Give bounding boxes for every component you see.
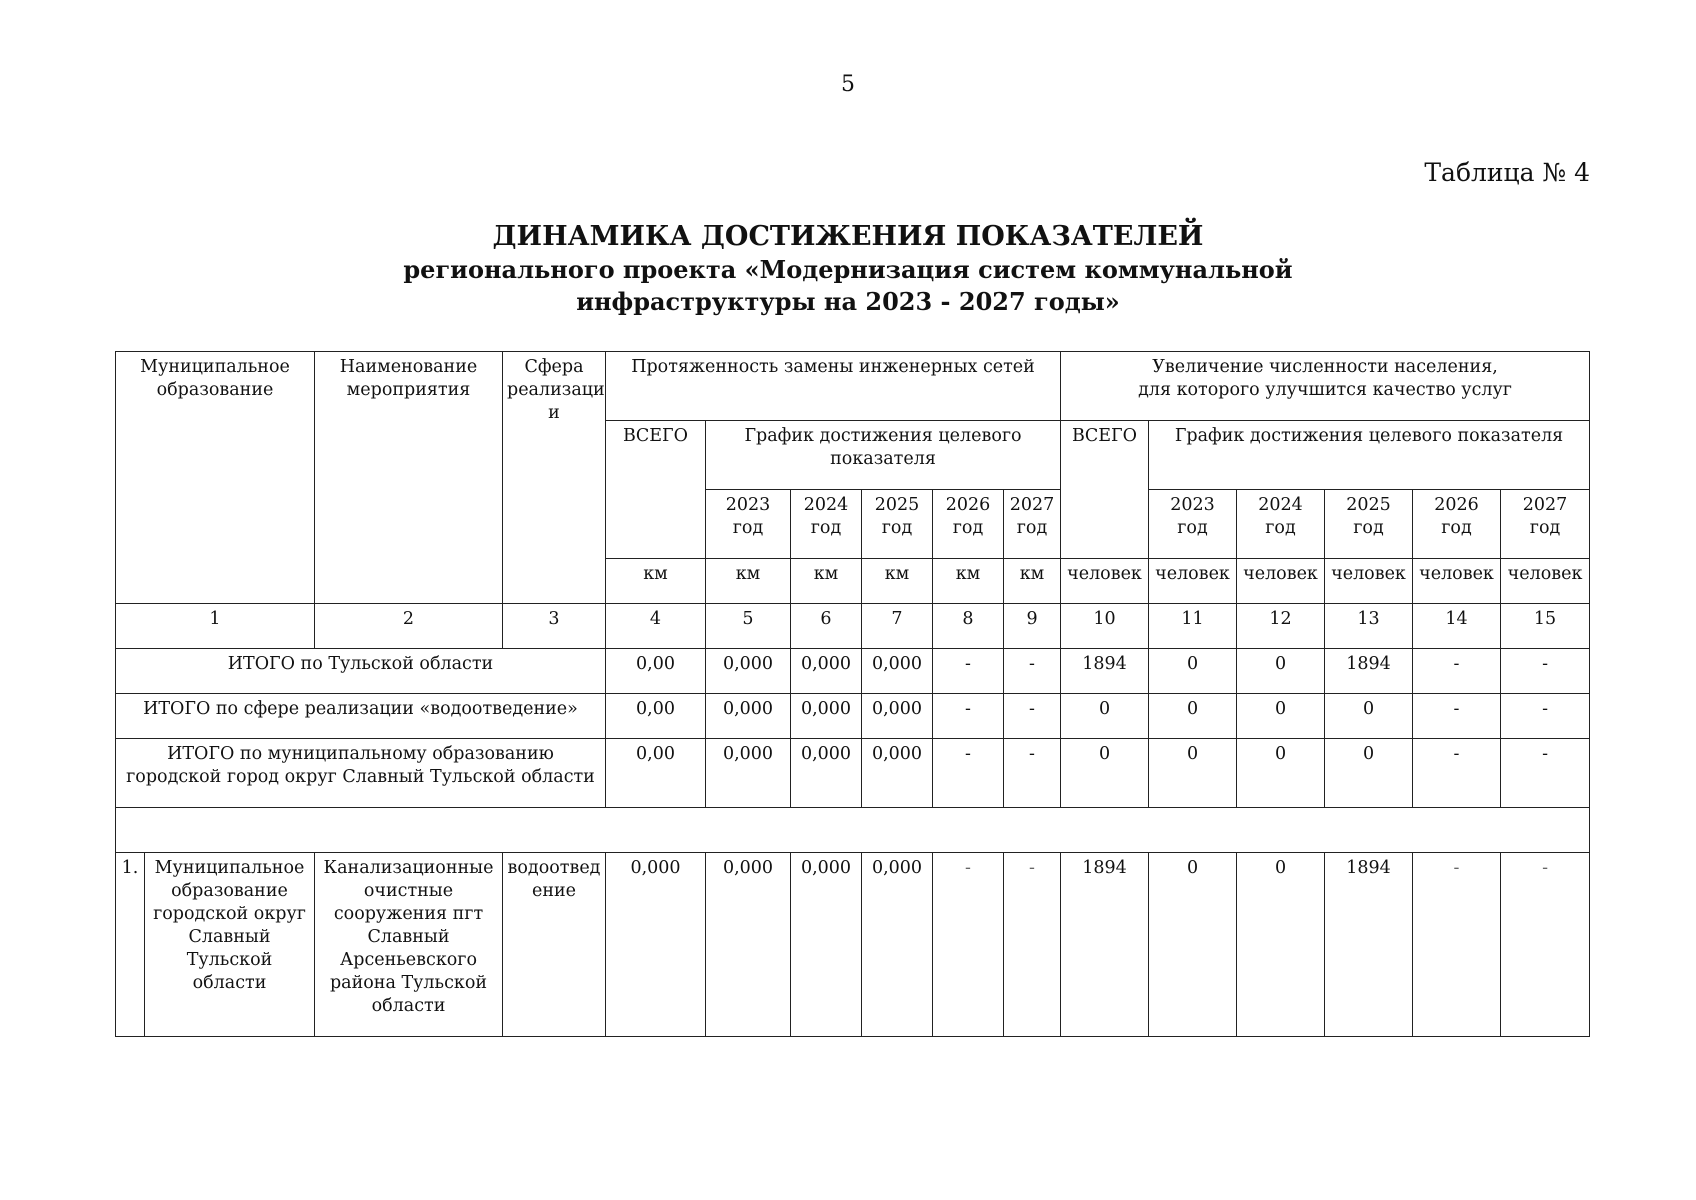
total-value: - <box>933 649 1004 694</box>
total-value: - <box>1004 739 1061 808</box>
total-value: - <box>1501 694 1590 739</box>
row-value: - <box>1004 853 1061 1037</box>
document-title <box>0 220 1696 318</box>
column-number: 6 <box>791 604 862 649</box>
header-length-group: Протяженность замены инженерных сетей <box>606 352 1061 421</box>
total-label: ИТОГО по Тульской области <box>116 649 606 694</box>
column-number: 5 <box>706 604 791 649</box>
total-value: 0 <box>1325 694 1413 739</box>
total-value: 0 <box>1325 739 1413 808</box>
total-value: 0 <box>1149 649 1237 694</box>
total-value: 1894 <box>1061 649 1149 694</box>
row-value: 0,000 <box>791 853 862 1037</box>
header-municipal: Муниципальное образование <box>116 352 315 604</box>
total-value: - <box>1413 739 1501 808</box>
header-length-year: 2026 год <box>933 490 1004 559</box>
total-value: - <box>933 739 1004 808</box>
column-number: 8 <box>933 604 1004 649</box>
total-value: 0,000 <box>862 694 933 739</box>
header-length-schedule: График достижения целевого показателя <box>706 421 1061 490</box>
column-number: 4 <box>606 604 706 649</box>
total-label: ИТОГО по сфере реализации «водоотведение» <box>116 694 606 739</box>
column-number: 13 <box>1325 604 1413 649</box>
column-number: 14 <box>1413 604 1501 649</box>
column-number: 3 <box>503 604 606 649</box>
header-length-year: 2027 год <box>1004 490 1061 559</box>
row-value: 1894 <box>1061 853 1149 1037</box>
total-value: 0 <box>1237 694 1325 739</box>
total-value: 0,000 <box>791 694 862 739</box>
header-population-year: 2025 год <box>1325 490 1413 559</box>
unit-cell: км <box>706 559 791 604</box>
row-event: Канализационные очистные сооружения пгт Славный Арсеньевского района Тульской области <box>315 853 503 1037</box>
spacer-row <box>116 808 1590 853</box>
column-number: 11 <box>1149 604 1237 649</box>
unit-cell: км <box>862 559 933 604</box>
unit-cell: человек <box>1413 559 1501 604</box>
header-length-year: 2023 год <box>706 490 791 559</box>
header-population-year: 2024 год <box>1237 490 1325 559</box>
header-population-year: 2026 год <box>1413 490 1501 559</box>
header-event: Наименование мероприятия <box>315 352 503 604</box>
header-length-total: ВСЕГО <box>606 421 706 559</box>
total-value: 0 <box>1237 739 1325 808</box>
row-value: 0 <box>1149 853 1237 1037</box>
total-value: - <box>1004 649 1061 694</box>
column-number: 7 <box>862 604 933 649</box>
total-value: 0,000 <box>706 694 791 739</box>
total-row-municipal <box>116 739 1590 808</box>
header-row-1 <box>116 352 1590 421</box>
total-value: 0,000 <box>706 739 791 808</box>
total-value: 0 <box>1061 739 1149 808</box>
total-value: - <box>1413 649 1501 694</box>
row-value: 0 <box>1237 853 1325 1037</box>
unit-cell: человек <box>1149 559 1237 604</box>
row-municipal: Муниципальное образование городской округ Славный Тульской области <box>145 853 315 1037</box>
unit-cell: человек <box>1501 559 1590 604</box>
column-number: 9 <box>1004 604 1061 649</box>
row-value: 0,000 <box>606 853 706 1037</box>
total-value: - <box>1413 694 1501 739</box>
total-value: 0 <box>1061 694 1149 739</box>
total-value: 0,000 <box>862 739 933 808</box>
title-line-2: регионального проекта «Модернизация систем коммунальной <box>403 255 1293 284</box>
unit-cell: км <box>1004 559 1061 604</box>
header-length-year: 2024 год <box>791 490 862 559</box>
spacer-cell <box>116 808 1590 853</box>
column-number-row <box>116 604 1590 649</box>
total-value: - <box>1501 739 1590 808</box>
header-population-year: 2023 год <box>1149 490 1237 559</box>
column-number: 1 <box>116 604 315 649</box>
row-value: - <box>1413 853 1501 1037</box>
row-value: 0,000 <box>706 853 791 1037</box>
title-main: ДИНАМИКА ДОСТИЖЕНИЯ ПОКАЗАТЕЛЕЙ <box>492 221 1204 252</box>
table-row <box>116 853 1590 1037</box>
total-value: 0,00 <box>606 649 706 694</box>
header-population-line-1: Увеличение численности населения, <box>1152 357 1498 377</box>
header-sphere: Сфера реализаци и <box>503 352 606 604</box>
total-value: 0,00 <box>606 694 706 739</box>
unit-cell: км <box>606 559 706 604</box>
total-value: 0,000 <box>706 649 791 694</box>
total-value: 1894 <box>1325 649 1413 694</box>
table-label: Таблица № 4 <box>1424 158 1590 187</box>
column-number: 10 <box>1061 604 1149 649</box>
total-value: 0,000 <box>862 649 933 694</box>
column-number: 12 <box>1237 604 1325 649</box>
total-value: 0 <box>1149 694 1237 739</box>
header-length-year: 2025 год <box>862 490 933 559</box>
title-line-3: инфраструктуры на 2023 - 2027 годы» <box>576 287 1120 316</box>
page-number: 5 <box>841 72 855 97</box>
total-row-region <box>116 649 1590 694</box>
header-population-total: ВСЕГО <box>1061 421 1149 559</box>
column-number: 15 <box>1501 604 1590 649</box>
unit-cell: человек <box>1237 559 1325 604</box>
unit-cell: км <box>791 559 862 604</box>
total-label: ИТОГО по муниципальному образованию городской город округ Славный Тульской области <box>116 739 606 808</box>
unit-cell: человек <box>1061 559 1149 604</box>
header-population-line-2: для которого улучшится качество услуг <box>1138 380 1512 400</box>
column-number: 2 <box>315 604 503 649</box>
row-value: 0,000 <box>862 853 933 1037</box>
row-value: 1894 <box>1325 853 1413 1037</box>
total-value: 0 <box>1149 739 1237 808</box>
row-value: - <box>933 853 1004 1037</box>
total-value: - <box>933 694 1004 739</box>
unit-cell: км <box>933 559 1004 604</box>
row-index: 1. <box>116 853 145 1037</box>
total-value: 0,00 <box>606 739 706 808</box>
total-value: 0 <box>1237 649 1325 694</box>
total-value: - <box>1004 694 1061 739</box>
total-value: 0,000 <box>791 649 862 694</box>
row-sphere: водоотвед ение <box>503 853 606 1037</box>
row-value: - <box>1501 853 1590 1037</box>
indicators-table <box>115 351 1590 1037</box>
header-population-group <box>1061 352 1590 421</box>
header-population-schedule: График достижения целевого показателя <box>1149 421 1590 490</box>
header-population-year: 2027 год <box>1501 490 1590 559</box>
unit-cell: человек <box>1325 559 1413 604</box>
total-value: 0,000 <box>791 739 862 808</box>
total-value: - <box>1501 649 1590 694</box>
total-row-sphere <box>116 694 1590 739</box>
